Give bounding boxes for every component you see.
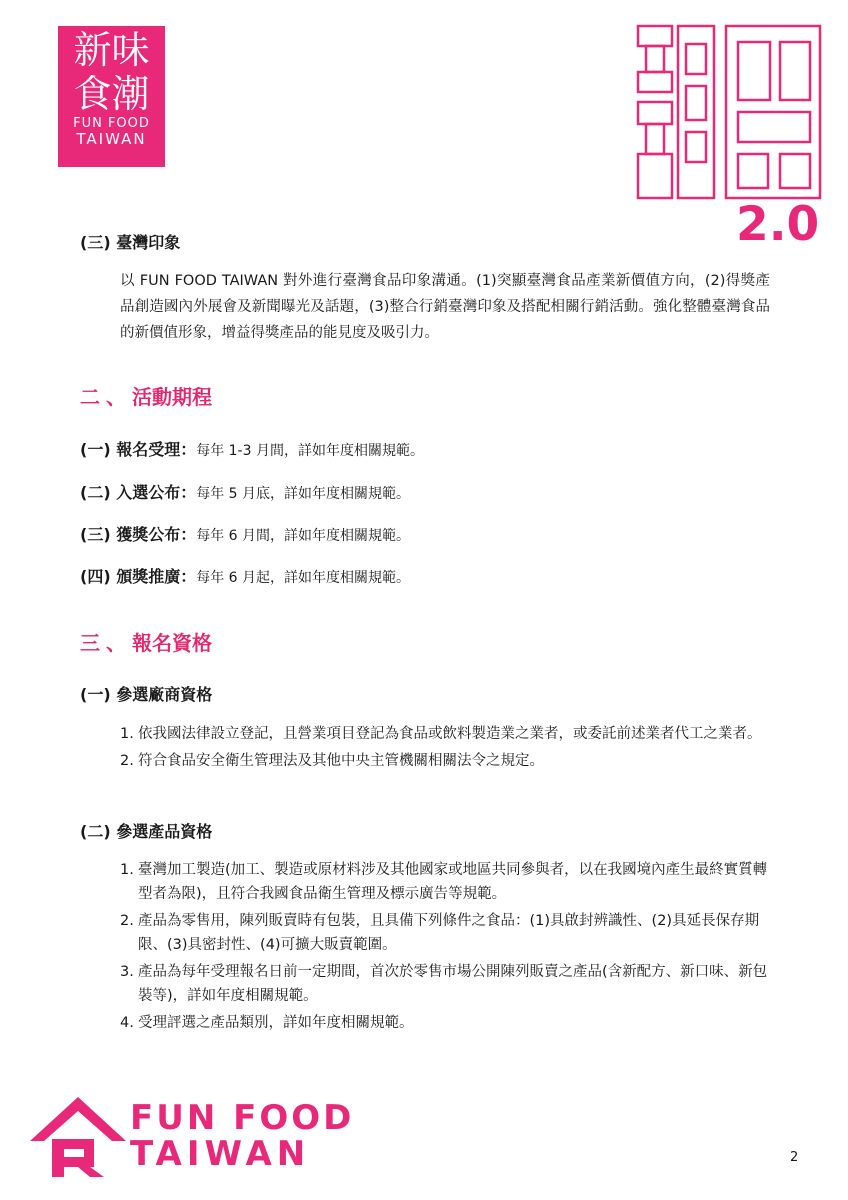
list-item-number: 2. bbox=[120, 913, 134, 929]
list-item bbox=[120, 858, 770, 906]
schedule-item-label: (三) 獲獎公布： bbox=[80, 525, 197, 544]
chapter-title-eligibility bbox=[80, 630, 212, 656]
chapter-number: 二、 bbox=[80, 385, 132, 409]
list-item-text: 臺灣加工製造(加工、製造或原材料涉及其他國家或地區共同參與者，以在我國境內產生最終實質轉型者為限)，且符合我國食品衛生管理及標示廣告等規範。 bbox=[138, 862, 768, 902]
list-item-number: 1. bbox=[120, 726, 134, 742]
page-number: 2 bbox=[790, 1150, 799, 1165]
schedule-item-desc: 每年 1-3 月間，詳如年度相關規範。 bbox=[196, 443, 424, 459]
list-item-text: 受理評選之產品類別，詳如年度相關規範。 bbox=[138, 1015, 414, 1031]
section-heading-taiwan-impression: (三) 臺灣印象 bbox=[80, 233, 181, 252]
list-item bbox=[120, 722, 770, 746]
list-item-text: 產品為每年受理報名日前一定期間，首次於零售市場公開陳列販賣之產品(含新配方、新口味、新包裝等)，詳如年度相關規範。 bbox=[138, 964, 768, 1004]
list-item-number: 3. bbox=[120, 964, 134, 980]
footer-logo-text bbox=[130, 1100, 354, 1172]
list-item-number: 2. bbox=[120, 753, 134, 769]
chapter-number: 三、 bbox=[80, 631, 132, 655]
schedule-item-label: (一) 報名受理： bbox=[80, 440, 197, 459]
schedule-item bbox=[80, 482, 410, 505]
section-paragraph: 以 FUN FOOD TAIWAN 對外進行臺灣食品印象溝通。(1)突顯臺灣食品產業新價值方向，(2)得獎產品創造國內外展會及新聞曝光及話題，(3)整合行銷臺灣印象及搭配相關行銷活動。強化整體臺灣食品的新價值形象，增益得獎產品的能見度及吸引力。 bbox=[120, 273, 770, 341]
chao-outline-decoration-icon bbox=[636, 24, 824, 204]
schedule-item bbox=[80, 439, 424, 462]
vendor-eligibility-list bbox=[120, 722, 770, 776]
subsection-heading-vendor: (一) 參選廠商資格 bbox=[80, 685, 213, 704]
logo-chinese-line1: 新味 bbox=[73, 28, 150, 72]
version-label: 2.0 bbox=[736, 197, 820, 252]
header-logo bbox=[58, 26, 165, 167]
chapter-title-schedule bbox=[80, 384, 212, 410]
house-logo-icon bbox=[28, 1095, 128, 1179]
chapter-title-text: 活動期程 bbox=[132, 385, 212, 409]
list-item-text: 產品為零售用，陳列販賣時有包裝，且具備下列條件之食品：(1)具啟封辨識性、(2)具延長保存期限、(3)具密封性、(4)可擴大販賣範圍。 bbox=[138, 913, 760, 953]
list-item bbox=[120, 1011, 770, 1035]
logo-english-line1: FUN FOOD bbox=[73, 116, 150, 131]
schedule-item bbox=[80, 524, 410, 547]
list-item bbox=[120, 749, 770, 773]
footer-logo-line2: TAIWAN bbox=[130, 1134, 311, 1174]
product-eligibility-list bbox=[120, 858, 770, 1038]
subsection-heading-product: (二) 參選產品資格 bbox=[80, 822, 213, 841]
logo-chinese-line2: 食潮 bbox=[73, 72, 150, 116]
list-item-text: 依我國法律設立登記，且營業項目登記為食品或飲料製造業之業者，或委託前述業者代工之業者。 bbox=[138, 726, 762, 742]
schedule-item-label: (二) 入選公布： bbox=[80, 483, 197, 502]
chapter-title-text: 報名資格 bbox=[132, 631, 212, 655]
schedule-item-label: (四) 頒獎推廣： bbox=[80, 567, 197, 586]
list-item-text: 符合食品安全衛生管理法及其他中央主管機關相關法令之規定。 bbox=[138, 753, 544, 769]
schedule-item-desc: 每年 6 月起，詳如年度相關規範。 bbox=[196, 570, 411, 586]
list-item bbox=[120, 960, 770, 1008]
schedule-item-desc: 每年 5 月底，詳如年度相關規範。 bbox=[196, 486, 411, 502]
list-item-number: 4. bbox=[120, 1015, 134, 1031]
logo-english-line2: TAIWAN bbox=[76, 130, 147, 148]
footer-logo-line1: FUN FOOD bbox=[130, 1098, 355, 1138]
schedule-item bbox=[80, 566, 410, 589]
list-item bbox=[120, 909, 770, 957]
list-item-number: 1. bbox=[120, 862, 134, 878]
schedule-item-desc: 每年 6 月間，詳如年度相關規範。 bbox=[196, 528, 411, 544]
